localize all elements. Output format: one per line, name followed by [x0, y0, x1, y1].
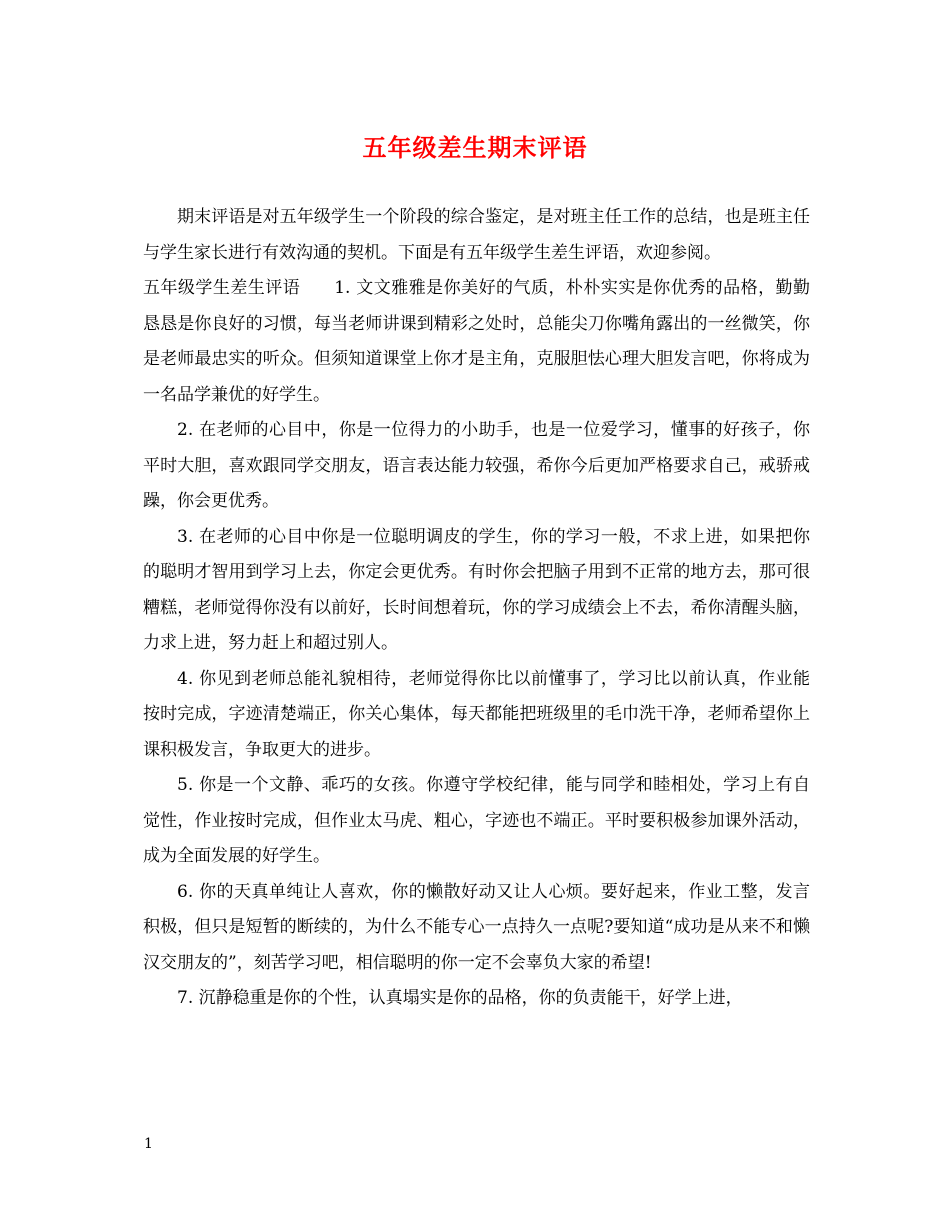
comment-item-3: 3. 在老师的心目中你是一位聪明调皮的学生，你的学习一般，不求上进，如果把你的聪明才智用到学习上去，你定会更优秀。有时你会把脑子用到不正常的地方去，那可很糟糕，老师觉得你没有以前好，长时间想着玩，你的学习成绩会上不去，希你清醒头脑，力求上进，努力赶上和超过别人。	[143, 526, 810, 653]
page-number: 1	[144, 1136, 153, 1152]
comment-item-6: 6. 你的天真单纯让人喜欢，你的懒散好动又让人心烦。要好起来，作业工整，发言积极，但只是短暂的断续的，为什么不能专心一点持久一点呢?要知道“成功是从来不和懒汉交朋友的”，刻苦学习吧，相信聪明的你一定不会辜负大家的希望!	[143, 881, 810, 973]
comment-item-1: 1. 文文雅雅是你美好的气质，朴朴实实是你优秀的品格，勤勤恳恳是你良好的习惯，每当老师讲课到精彩之处时，总能尖刀你嘴角露出的一丝微笑，你是老师最忠实的听众。但须知道课堂上你才是主角，克服胆怯心理大胆发言吧，你将成为一名品学兼优的好学生。	[143, 278, 811, 405]
section-first-paragraph	[143, 271, 810, 413]
comment-item-5: 5. 你是一个文静、乖巧的女孩。你遵守学校纪律，能与同学和睦相处，学习上有自觉性，作业按时完成，但作业太马虎、粗心，字迹也不端正。平时要积极参加课外活动，成为全面发展的好学生。	[143, 775, 810, 866]
document-body	[143, 200, 810, 1017]
comment-item-2: 2. 在老师的心目中，你是一位得力的小助手，也是一位爱学习，懂事的好孩子，你平时大胆，喜欢跟同学交朋友，语言表达能力较强，希你今后更加严格要求自己，戒骄戒躁，你会更优秀。	[143, 420, 810, 511]
section-label: 五年级学生差生评语	[143, 278, 301, 298]
document-title: 五年级差生期末评语	[362, 133, 588, 162]
comment-item-4: 4. 你见到老师总能礼貌相待，老师觉得你比以前懂事了，学习比以前认真，作业能按时完成，字迹清楚端正，你关心集体，每天都能把班级里的毛巾洗干净，老师希望你上课积极发言，争取更大的进步。	[143, 668, 810, 760]
comment-item-7: 7. 沉静稳重是你的个性，认真塌实是你的品格，你的负责能干，好学上进，	[177, 988, 743, 1008]
intro-paragraph: 期末评语是对五年级学生一个阶段的综合鉴定，是对班主任工作的总结，也是班主任与学生家长进行有效沟通的契机。下面是有五年级学生差生评语，欢迎参阅。	[143, 207, 810, 263]
